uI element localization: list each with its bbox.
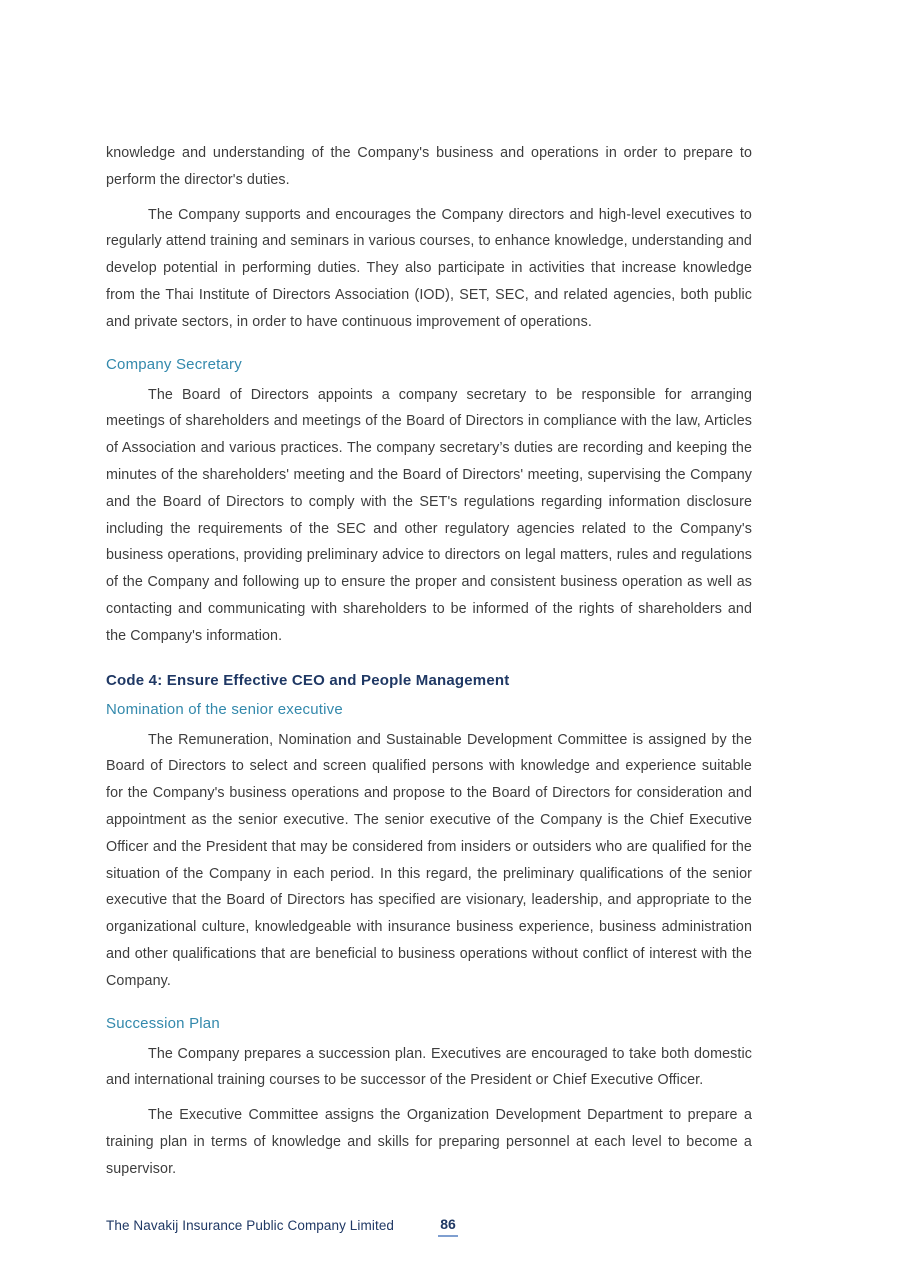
section-heading-company-secretary: Company Secretary (106, 355, 242, 373)
page-number: 86 (438, 1216, 458, 1237)
section-heading-code4: Code 4: Ensure Effective CEO and People Management (106, 671, 510, 689)
page-number-container (403, 1216, 493, 1237)
paragraph-continuation: knowledge and understanding of the Company's business and operations in order to prepare to perform the director's duties. (106, 145, 752, 188)
section-heading-nomination: Nomination of the senior executive (106, 700, 343, 718)
footer-company-name: The Navakij Insurance Public Company Limited (106, 1218, 395, 1233)
paragraph-nomination: The Remuneration, Nomination and Sustainable Development Committee is assigned by the Board of Directors to select and screen qualified persons with knowledge and experience suitable for the Company's business operations and propose to the Board of Directors for consideration and appointment as the senior executive. The senior executive of the Company is the Chief Executive Officer and the President that may be considered from insiders or outsiders who are qualified for the situation of the Company in each period. In this regard, the preliminary qualifications of the senior executive that the Board of Directors has specified are visionary, leadership, and appropriate to the organizational culture, knowledgeable with insurance business experience, business administration and other qualifications that are beneficial to business operations without conflict of interest with the Company. (106, 731, 752, 989)
section-heading-succession-plan: Succession Plan (106, 1014, 220, 1032)
paragraph-succession-2: The Executive Committee assigns the Organization Development Department to prepare a training plan in terms of knowledge and skills for preparing personnel at each level to become a supervisor. (106, 1107, 752, 1177)
page-body (106, 140, 752, 1191)
paragraph-company-secretary: The Board of Directors appoints a company secretary to be responsible for arranging meetings of shareholders and meetings of the Board of Directors in compliance with the law, Articles of Association and various practices. The company secretary’s duties are recording and keeping the minutes of the shareholders' meeting and the Board of Directors' meeting, supervising the Company and the Board of Directors to comply with the SET's regulations regarding information disclosure including the requirements of the SEC and other regulatory agencies related to the Company's business operations, providing preliminary advice to directors on legal matters, rules and regulations of the Company and following up to ensure the proper and consistent business operation as well as contacting and communicating with shareholders to be informed of the rights of shareholders and the Company's information. (106, 386, 752, 644)
page-footer (0, 1214, 906, 1244)
paragraph-training-support: The Company supports and encourages the Company directors and high-level executives to regularly attend training and seminars in various courses, to enhance knowledge, understanding and develop potential in performing duties. They also participate in activities that increase knowledge from the Thai Institute of Directors Association (IOD), SET, SEC, and related agencies, both public and private sectors, in order to have continuous improvement of operations. (106, 206, 752, 330)
paragraph-succession-1: The Company prepares a succession plan. Executives are encouraged to take both domestic and international training courses to be successor of the President or Chief Executive Officer. (106, 1045, 752, 1089)
